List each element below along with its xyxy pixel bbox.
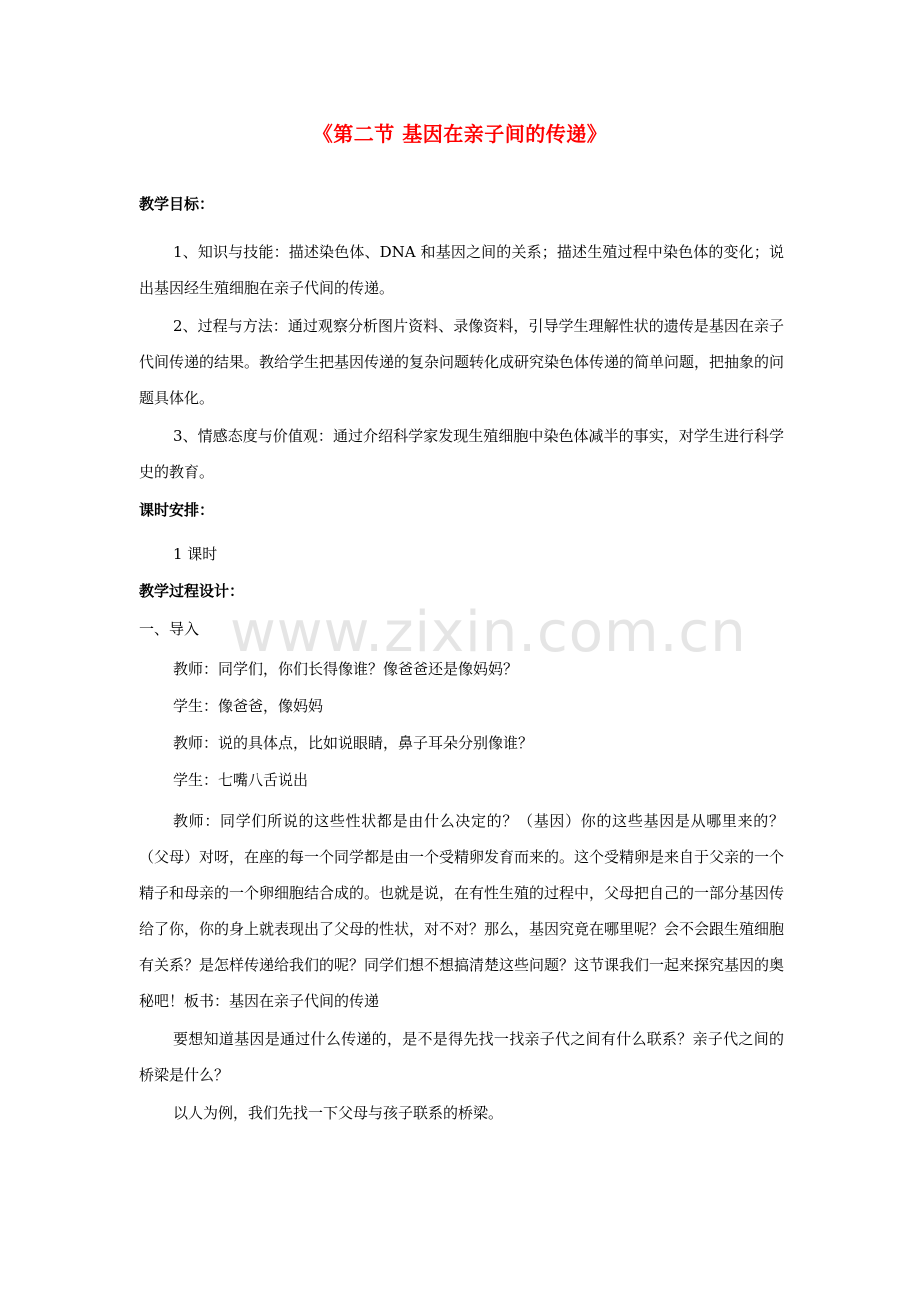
goal-knowledge: 1、知识与技能：描述染色体、DNA 和基因之间的关系；描述生殖过程中染色体的变化；说出基因经生殖细胞在亲子代间的传递。 xyxy=(139,243,784,297)
goals-heading: 教学目标： xyxy=(139,195,215,213)
paragraph-bridge: 要想知道基因是通过什么传递的，是不是得先找一找亲子代之间有什么联系？亲子代之间的桥梁是什么？ xyxy=(139,1030,784,1084)
dialog-student-2: 学生：七嘴八舌说出 xyxy=(173,771,309,789)
schedule-heading: 课时安排： xyxy=(139,501,215,519)
goal-attitude: 3、情感态度与价值观：通过介绍科学家发现生殖细胞中染色体减半的事实，对学生进行科学史的教育。 xyxy=(139,427,784,481)
paragraph-example: 以人为例，我们先找一下父母与孩子联系的桥梁。 xyxy=(173,1104,504,1122)
dialog-teacher-2: 教师：说的具体点，比如说眼睛，鼻子耳朵分别像谁？ xyxy=(173,734,534,752)
watermark-text: www.zixin.com.cn xyxy=(230,600,747,665)
schedule-value: 1 课时 xyxy=(173,545,218,563)
dialog-teacher-1: 教师：同学们，你们长得像谁？像爸爸还是像妈妈？ xyxy=(173,660,519,678)
page-title: 《第二节 基因在亲子间的传递》 xyxy=(312,122,608,146)
design-heading: 教学过程设计： xyxy=(139,582,245,600)
dialog-student-1: 学生：像爸爸，像妈妈 xyxy=(173,697,324,715)
goal-process: 2、过程与方法：通过观察分析图片资料、录像资料，引导学生理解性状的遗传是基因在亲子代间传递的结果。教给学生把基因传递的复杂问题转化成研究染色体传递的简单问题，把抽象的问题具体化。 xyxy=(139,317,785,407)
part-one-heading: 一、导入 xyxy=(139,620,200,638)
dialog-teacher-3: 教师：同学们所说的这些性状都是由什么决定的？（基因）你的这些基因是从哪里来的？（父母）对呀，在座的每一个同学都是由一个受精卵发育而来的。这个受精卵是来自于父亲的一个精子和母亲的一个卵细胞结合成的。也就是说，在有性生殖的过程中，父母把自己的一部分基因传给了你，你的身上就表现出了父母的性状，对不对？那么，基因究竟在哪里呢？会不会跟生殖细胞有关系？是怎样传递给我们的呢？同学们想不想搞清楚这些问题？这节课我们一起来探究基因的奥秘吧！板书：基因在亲子代间的传递 xyxy=(139,812,785,1010)
document-body xyxy=(139,190,784,1131)
